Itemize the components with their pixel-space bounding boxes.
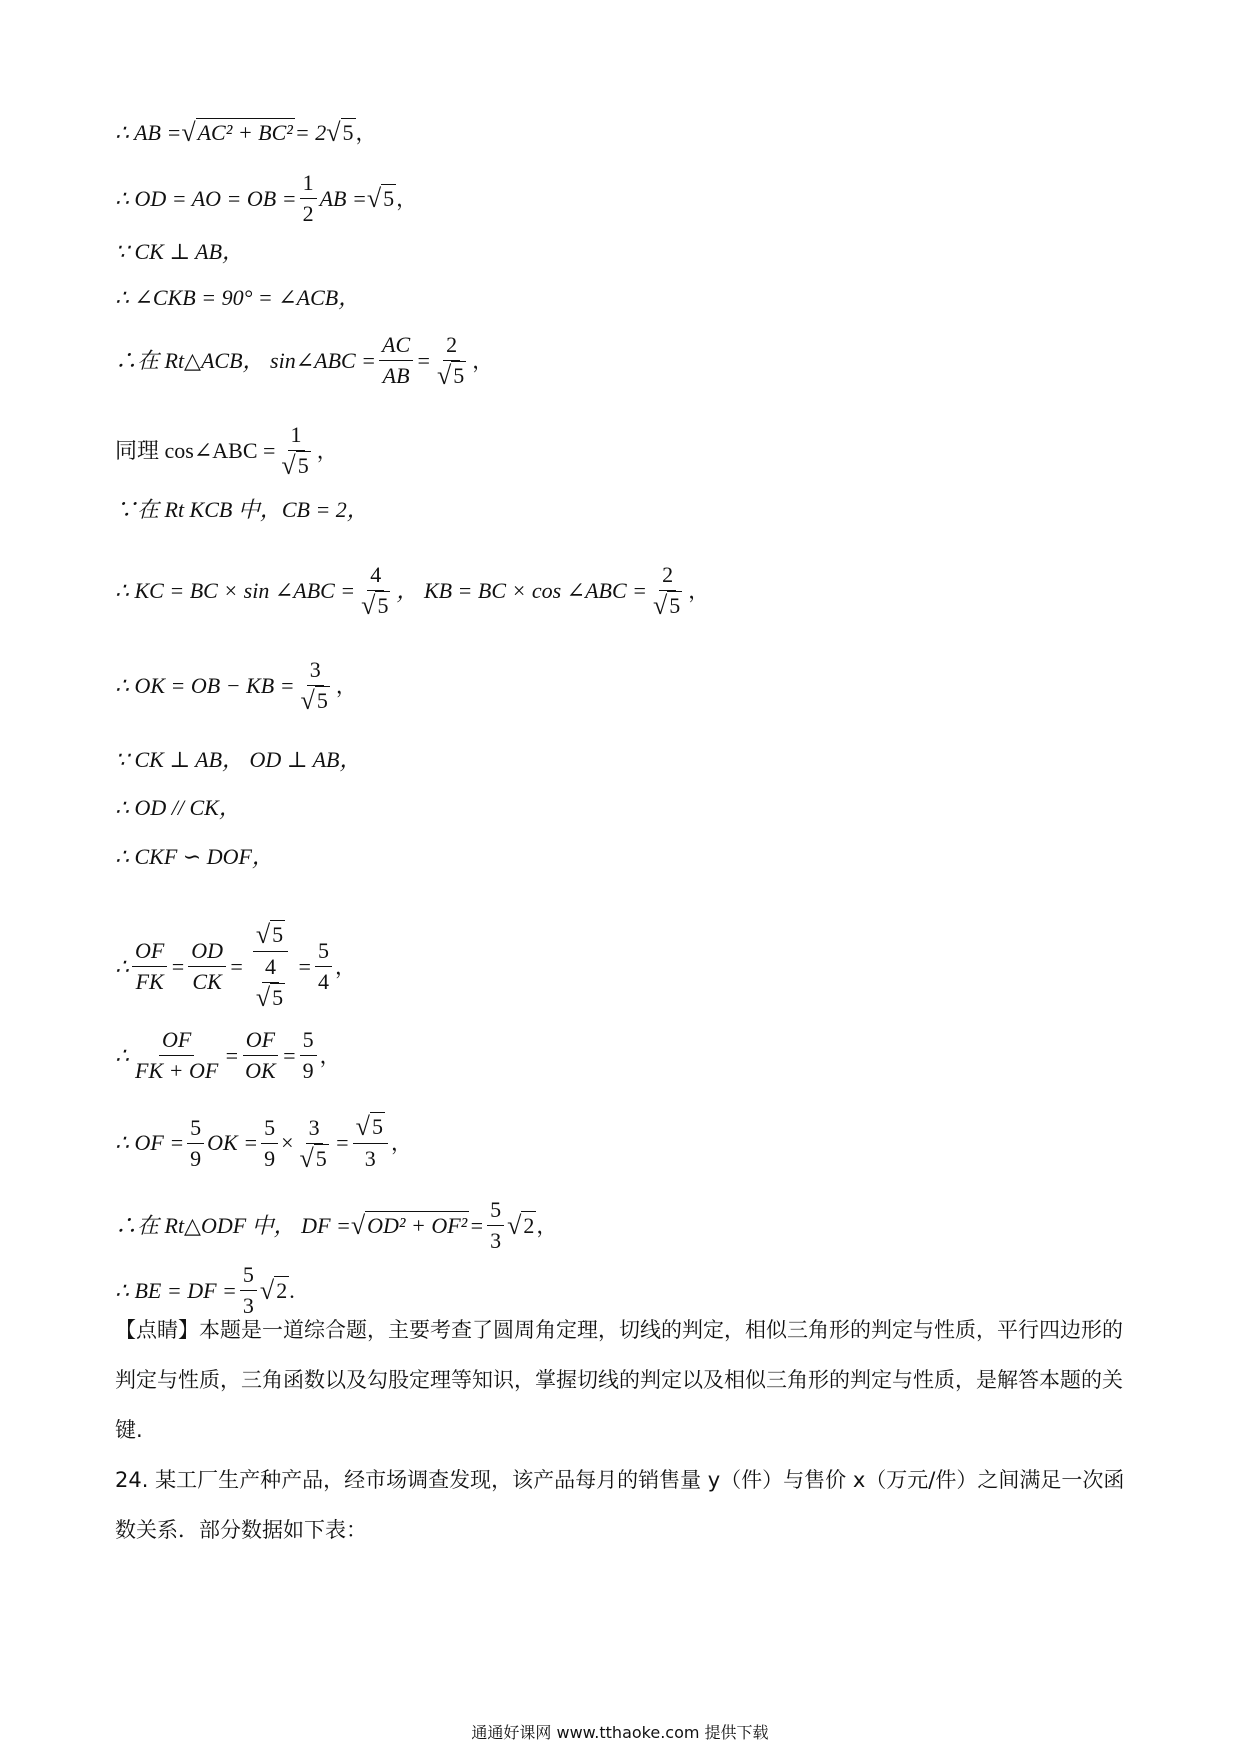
equation-kc-kb: ∴ KC = BC × sin ∠ABC = 4 √ 5 ， KB = BC × cos ∠ABC = 2 √ 5 ， [115,562,710,620]
equation-sin-abc: ∴在 Rt△ACB， sin∠ABC = $\frac{AC}{AB}$ = 2 √ 5 ， [115,332,494,390]
equation-rt-kcb: ∵在 Rt KCB 中，CB = 2， [115,497,369,522]
equation-angle-ckb: ∴ ∠CKB = 90° = ∠ACB， [115,285,361,310]
equation-od-parallel-ck: ∴ OD // CK， [115,795,241,820]
equation-of: ∴ OF = $\frac{5}{9}$ OK = $\frac{5}{9}$ × 3 √ 5 = √ 5 3 ， [115,1112,412,1173]
equation-ck-perp-ab: ∵ CK ⊥ AB， [115,239,245,264]
equation-be: ∴ BE = DF = $\frac{5}{3}$ √ 2 . [115,1262,295,1318]
page-footer: 通通好课网 www.tthaoke.com 提供下载 [471,1723,769,1742]
question-24: 24. 某工厂生产种产品，经市场调查发现，该产品每月的销售量 y（件）与售价 x（万元/件）之间满足一次函数关系．部分数据如下表： [115,1468,1125,1542]
equation-ok: ∴ OK = OB − KB = 3 √ 5 ， [115,657,357,715]
equation-od-perp-ab: ∵ CK ⊥ AB， OD ⊥ AB， [115,747,362,772]
equation-df: ∴在 Rt△ODF 中， DF = √ OD² + OF² = $\frac{5}{3}$ √ 2 ， [115,1197,558,1253]
equation-of-fk-ratio: ∴ $\frac{OF}{FK}$ = $\frac{OD}{CK}$ = √ 5 4 √ 5 = $\frac{5}{4}$ ， [115,920,356,1012]
equation-ab: ∴ AB = √ AC² + BC² = 2 √ 5 ， [115,118,377,147]
equation-od: ∴ OD = AO = OB = $\frac{1}{2}$ AB = √ 5 ， [115,170,418,226]
equation-cos-abc: 同理 cos∠ABC = 1 √ 5 ， [115,422,338,480]
equation-similar-triangles: ∴ CKF ∽ DOF， [115,844,274,869]
equation-of-ok-ratio: ∴ $\frac{OF}{FK + OF}$ = $\frac{OF}{OK}$ = $\frac{5}{9}$ ， [115,1027,341,1083]
comment-paragraph: 【点睛】本题是一道综合题，主要考查了圆周角定理，切线的判定，相似三角形的判定与性质，平行四边形的判定与性质，三角函数以及勾股定理等知识，掌握切线的判定以及相似三角形的判定与性质，是解答本题的关键. [115,1318,1123,1442]
